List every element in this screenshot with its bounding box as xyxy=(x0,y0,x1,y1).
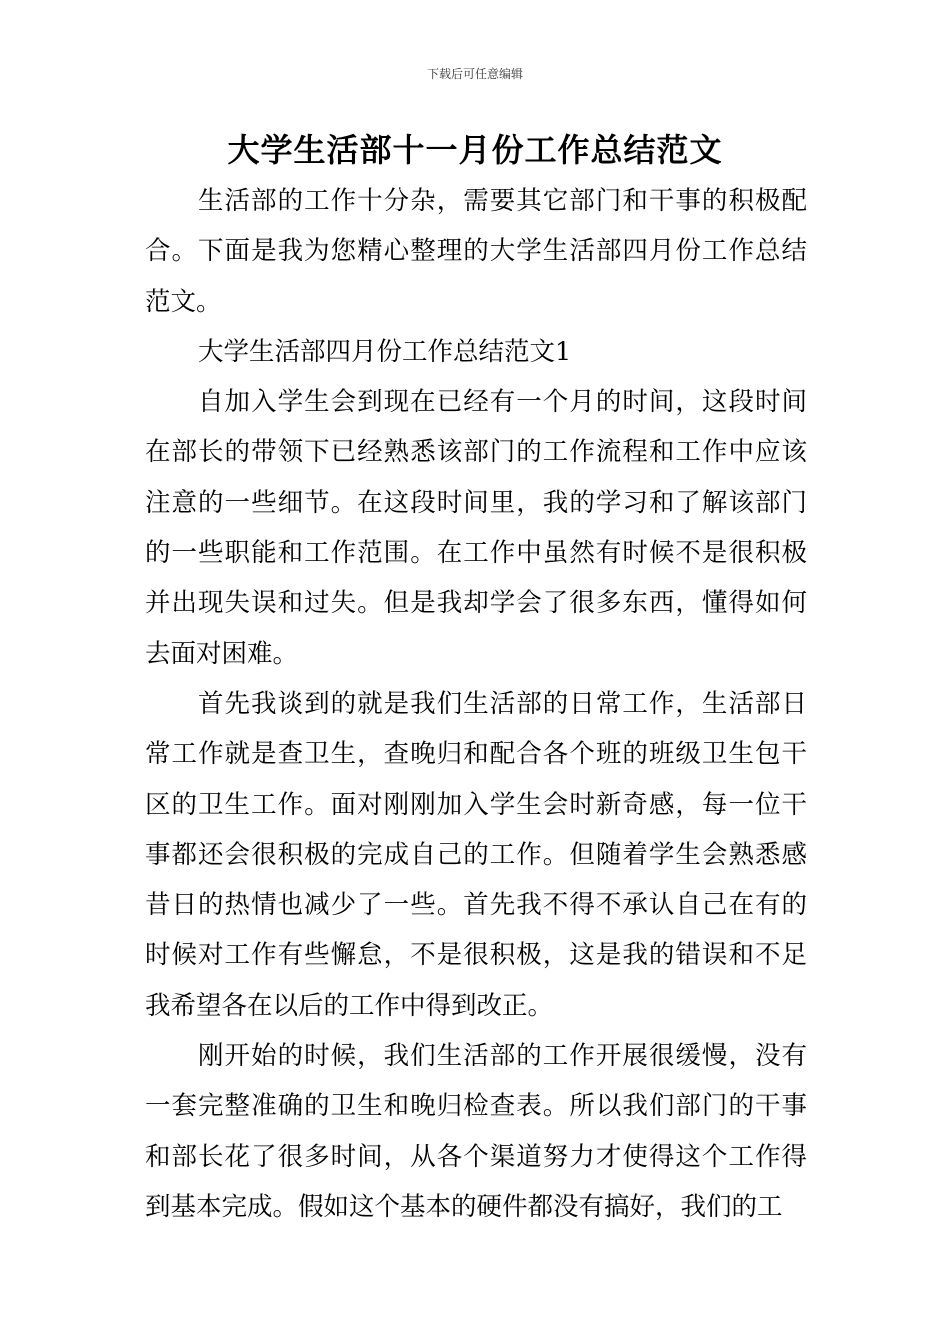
paragraph-section-heading: 大学生活部四月份工作总结范文1 xyxy=(198,336,572,367)
paragraph-body-1: 自加入学生会到现在已经有一个月的时间，这段时间在部长的带领下已经熟悉该部门的工作流程和工作中应该注意的一些细节。在这段时间里，我的学习和了解该部门的一些职能和工作范围。在工作中虽然有时候不是很积极并出现失误和过失。但是我却学会了很多东西，懂得如何去面对困难。 xyxy=(145,387,807,669)
paragraph-body-2: 首先我谈到的就是我们生活部的日常工作，生活部日常工作就是查卫生，查晚归和配合各个班的班级卫生包干区的卫生工作。面对刚刚加入学生会时新奇感，每一位干事都还会很积极的完成自己的工作。但随着学生会熟悉感昔日的热情也减少了一些。首先我不得不承认自己在有的时候对工作有些懈怠，不是很积极，这是我的错误和不足我希望各在以后的工作中得到改正。 xyxy=(145,688,807,1021)
header-note: 下载后可任意编辑 xyxy=(426,67,523,81)
paragraph-body-3: 刚开始的时候，我们生活部的工作开展很缓慢，没有一套完整准确的卫生和晚归检查表。所以我们部门的干事和部长花了很多时间，从各个渠道努力才使得这个工作得到基本完成。假如这个基本的硬件都没有搞好，我们的工 xyxy=(145,1041,807,1222)
paragraph-intro: 生活部的工作十分杂，需要其它部门和干事的积极配合。下面是我为您精心整理的大学生活部四月份工作总结范文。 xyxy=(145,186,807,317)
document-title: 大学生活部十一月份工作总结范文 xyxy=(227,131,723,169)
document-body xyxy=(145,176,807,1232)
